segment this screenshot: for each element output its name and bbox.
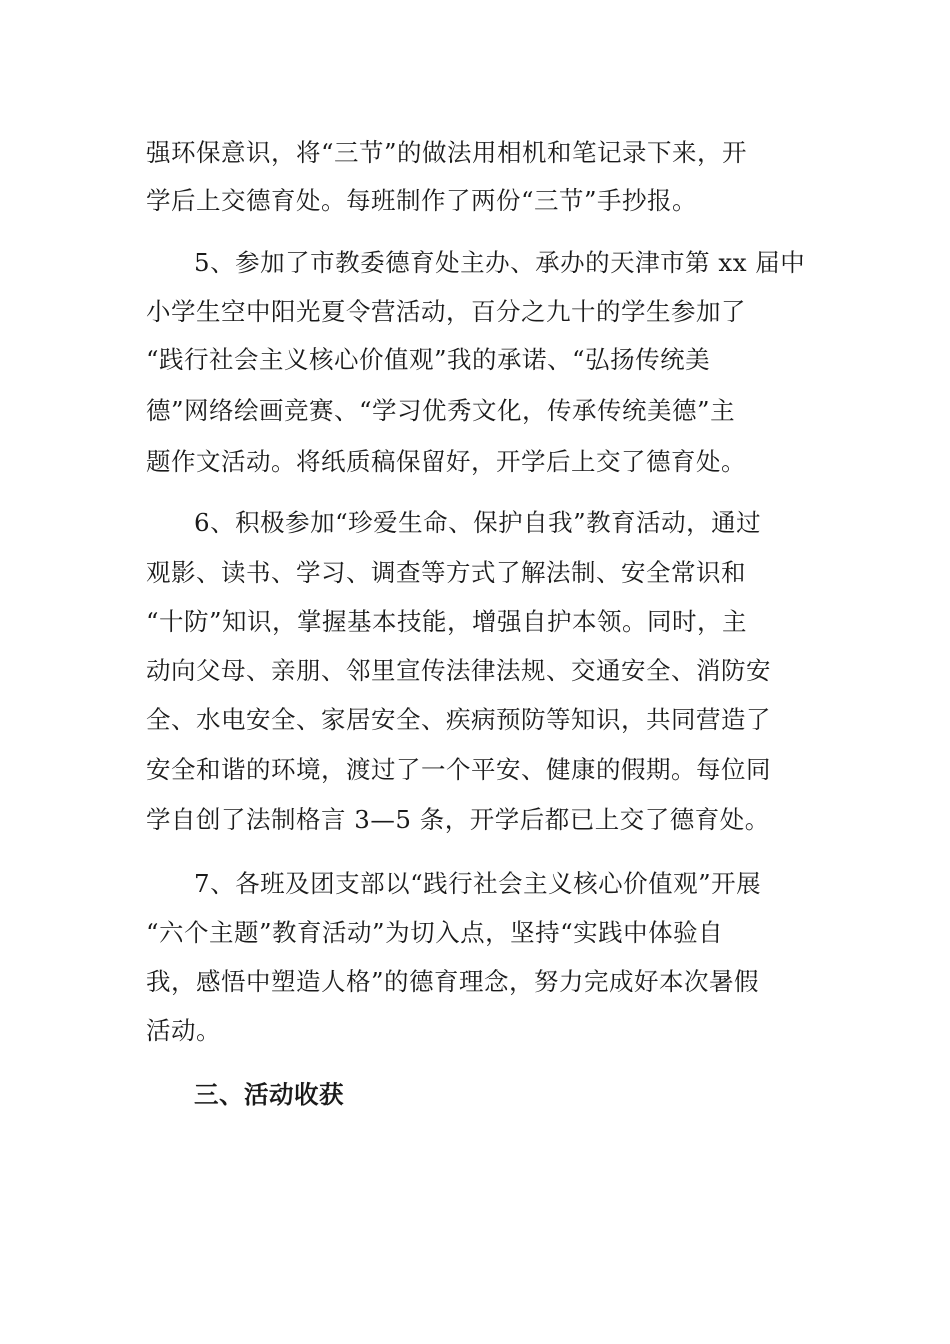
paragraph-7-line-3: 我，感悟中塑造人格”的德育理念，努力完成好本次暑假 bbox=[146, 967, 760, 996]
paragraph-6-line-2: 观影、读书、学习、调查等方式了解法制、安全常识和 bbox=[146, 558, 746, 587]
paragraph-6-line-5: 全、水电安全、家居安全、疾病预防等知识，共同营造了 bbox=[146, 705, 771, 734]
paragraph-5-line-1: 5、参加了市教委德育处主办、承办的天津市第 xx 届中 bbox=[194, 248, 806, 277]
paragraph-5-line-4: 德”网络绘画竞赛、“学习优秀文化，传承传统美德”主 bbox=[146, 396, 736, 425]
paragraph-5-line-5: 题作文活动。将纸质稿保留好，开学后上交了德育处。 bbox=[146, 447, 746, 476]
paragraph-6-line-3: “十防”知识，掌握基本技能，增强自护本领。同时，主 bbox=[146, 607, 748, 636]
paragraph-7-line-4: 活动。 bbox=[146, 1016, 221, 1045]
paragraph-5-line-3: “践行社会主义核心价值观”我的承诺、“弘扬传统美 bbox=[146, 345, 711, 374]
section-heading: 三、活动收获 bbox=[194, 1080, 344, 1109]
paragraph-6-line-1: 6、积极参加“珍爱生命、保护自我”教育活动，通过 bbox=[194, 508, 762, 537]
paragraph-6-line-4: 动向父母、亲朋、邻里宣传法律法规、交通安全、消防安 bbox=[146, 656, 771, 685]
paragraph-7-line-2: “六个主题”教育活动”为切入点，坚持“实践中体验自 bbox=[146, 918, 724, 947]
paragraph-5-line-2: 小学生空中阳光夏令营活动，百分之九十的学生参加了 bbox=[146, 297, 746, 326]
paragraph-6-line-7: 学自创了法制格言 3—5 条，开学后都已上交了德育处。 bbox=[146, 805, 770, 834]
paragraph-7-line-1: 7、各班及团支部以“践行社会主义核心价值观”开展 bbox=[194, 869, 762, 898]
paragraph-continued-line-2: 学后上交德育处。每班制作了两份“三节”手抄报。 bbox=[146, 186, 698, 215]
paragraph-continued-line-1: 强环保意识，将“三节”的做法用相机和笔记录下来，开 bbox=[146, 138, 748, 167]
paragraph-6-line-6: 安全和谐的环境，渡过了一个平安、健康的假期。每位同 bbox=[146, 755, 771, 784]
